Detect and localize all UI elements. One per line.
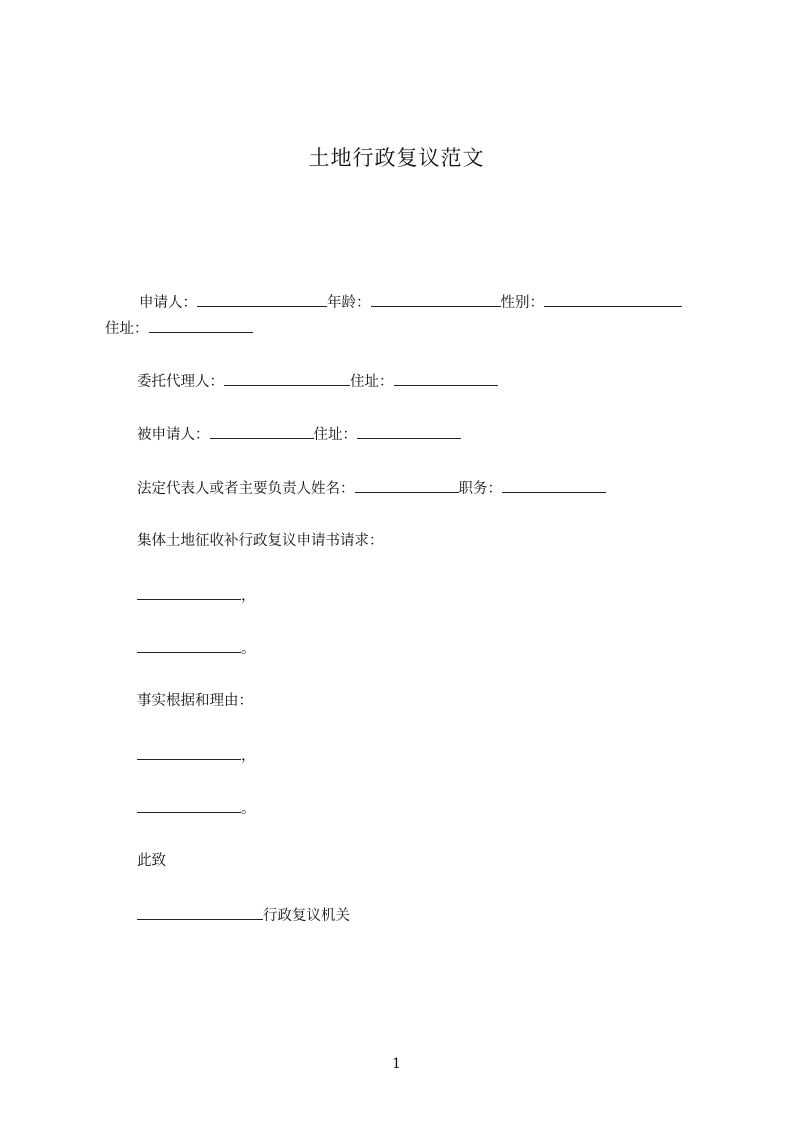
representative-label: 法定代表人或者主要负责人姓名： [137, 481, 355, 497]
applicant-address-blank[interactable] [149, 318, 253, 333]
gender-blank[interactable] [544, 292, 682, 307]
facts-line-1 [137, 745, 256, 766]
request-line-2 [137, 638, 256, 659]
applicant-address-line [105, 318, 253, 339]
request-blank-2[interactable] [137, 638, 241, 653]
agent-address-label: 住址： [350, 374, 394, 390]
request-line-1-end: ， [241, 588, 256, 604]
request-blank-1[interactable] [137, 585, 241, 600]
applicant-label: 申请人： [139, 295, 197, 311]
facts-blank-1[interactable] [137, 745, 241, 760]
representative-name-blank[interactable] [355, 478, 459, 493]
facts-line-2 [137, 798, 256, 819]
recipient-blank[interactable] [137, 905, 263, 920]
position-blank[interactable] [502, 478, 606, 493]
gender-label: 性别： [500, 295, 544, 311]
facts-blank-2[interactable] [137, 798, 241, 813]
position-label: 职务： [458, 481, 502, 497]
representative-line [137, 478, 606, 499]
age-label: 年龄： [327, 295, 371, 311]
document-title: 土地行政复议范文 [308, 146, 485, 170]
salutation: 此致 [137, 853, 166, 869]
facts-line-1-end: ， [241, 748, 256, 764]
agent-address-blank[interactable] [394, 371, 498, 386]
agent-label: 委托代理人： [137, 374, 224, 390]
page-number: 1 [392, 1056, 401, 1072]
request-line-1 [137, 585, 256, 606]
applicant-address-label: 住址： [105, 321, 149, 337]
respondent-line [137, 424, 461, 445]
request-heading: 集体土地征收补行政复议申请书请求： [137, 533, 384, 549]
respondent-address-label: 住址： [313, 427, 357, 443]
recipient-line [137, 905, 350, 926]
facts-heading: 事实根据和理由： [137, 693, 253, 709]
respondent-label: 被申请人： [137, 427, 210, 443]
applicant-name-blank[interactable] [197, 292, 327, 307]
request-line-2-end: 。 [241, 641, 256, 657]
recipient-label: 行政复议机关 [263, 908, 350, 924]
facts-line-2-end: 。 [241, 801, 256, 817]
applicant-line [139, 292, 682, 313]
agent-line [137, 371, 498, 392]
age-blank[interactable] [371, 292, 501, 307]
respondent-name-blank[interactable] [210, 424, 314, 439]
respondent-address-blank[interactable] [357, 424, 461, 439]
agent-name-blank[interactable] [224, 371, 350, 386]
